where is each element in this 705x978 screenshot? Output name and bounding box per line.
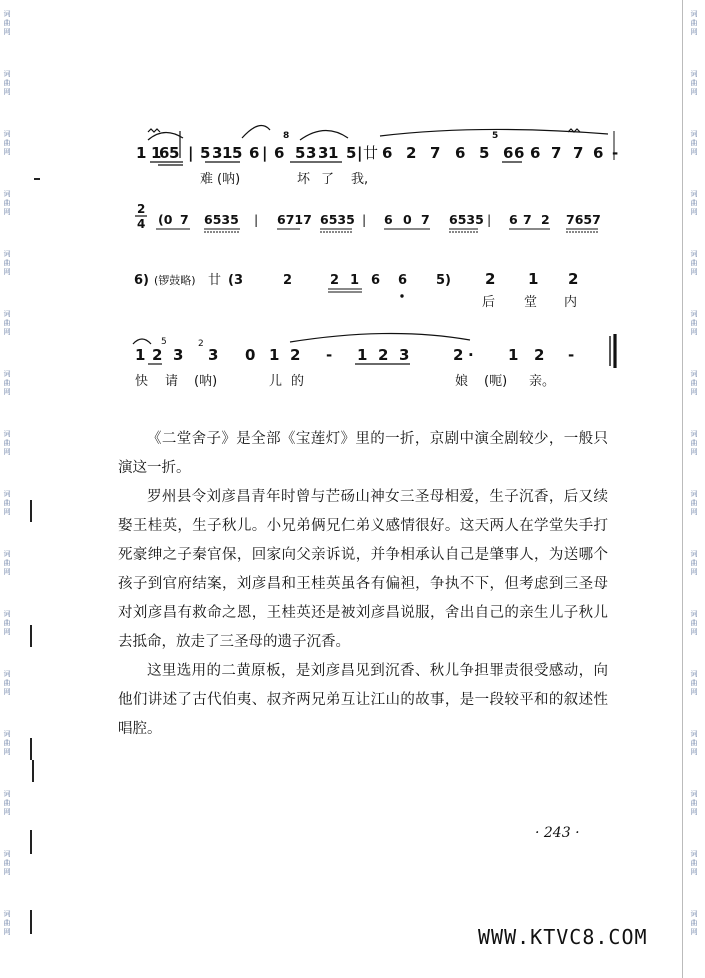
watermark-glyph: 词 — [3, 790, 11, 798]
note: 6535 — [320, 212, 355, 227]
watermark-glyph: 词 — [690, 850, 698, 858]
watermark-glyph: 曲 — [690, 79, 698, 87]
scan-mark — [32, 760, 34, 782]
note: 2 — [534, 346, 545, 364]
watermark-glyph: 网 — [3, 148, 11, 156]
watermark-glyph: 词 — [3, 910, 11, 918]
watermark-glyph: 网 — [690, 328, 698, 336]
note: 3 — [208, 346, 219, 364]
watermark-glyph: 曲 — [3, 739, 11, 747]
note: 6 — [384, 212, 393, 227]
watermark-glyph: 网 — [3, 868, 11, 876]
watermark-glyph-group — [4, 910, 11, 937]
note: 1 — [350, 273, 360, 288]
note: 2 — [378, 346, 389, 364]
watermark-glyph-group — [4, 550, 11, 577]
watermark-glyph: 曲 — [3, 379, 11, 387]
barline: | — [487, 212, 492, 227]
scan-mark — [30, 500, 32, 522]
note: 3 — [306, 144, 317, 162]
note: 2 — [541, 212, 550, 227]
note: 1 — [328, 144, 339, 162]
lyric: 我, — [351, 172, 369, 187]
note: 1 — [222, 144, 233, 162]
watermark-glyph-group — [691, 610, 698, 637]
lyric: 儿 — [269, 374, 283, 389]
note: 3 — [318, 144, 329, 162]
watermark-glyph: 词 — [3, 850, 11, 858]
score-row-1-lyrics — [200, 171, 368, 187]
watermark-glyph-group — [4, 430, 11, 457]
slur — [133, 339, 151, 344]
note: 1 — [269, 346, 280, 364]
watermark-glyph: 网 — [690, 928, 698, 936]
free-meter-mark: 廿 — [208, 273, 222, 288]
lyric: 快 — [135, 374, 149, 389]
watermark-glyph: 词 — [3, 10, 11, 18]
watermark-glyph: 网 — [690, 88, 698, 96]
note: 2 — [290, 346, 301, 364]
watermark-glyph: 曲 — [690, 19, 698, 27]
watermark-glyph: 词 — [690, 550, 698, 558]
grace-mark: 8 — [283, 131, 290, 141]
watermark-glyph-group — [4, 610, 11, 637]
watermark-glyph: 曲 — [3, 619, 11, 627]
slur — [148, 132, 183, 140]
score-row-3 — [134, 270, 578, 310]
watermark-glyph: 词 — [690, 910, 698, 918]
dash: - — [612, 144, 619, 162]
watermark-glyph-group — [4, 490, 11, 517]
note: 6 — [398, 273, 408, 288]
barline: | — [254, 212, 259, 227]
note: 5 — [232, 144, 243, 162]
watermark-glyph: 曲 — [3, 79, 11, 87]
watermark-glyph: 曲 — [690, 199, 698, 207]
watermark-glyph: 曲 — [690, 739, 698, 747]
watermark-glyph: 曲 — [3, 199, 11, 207]
watermark-glyph: 词 — [690, 250, 698, 258]
watermark-glyph: 词 — [690, 490, 698, 498]
note: 6 — [509, 212, 518, 227]
note: 1 — [151, 144, 162, 162]
watermark-glyph: 词 — [3, 130, 11, 138]
watermark-glyph: 曲 — [690, 259, 698, 267]
time-sig-bottom: 4 — [137, 217, 146, 231]
watermark-glyph: 词 — [3, 490, 11, 498]
watermark-glyph: 网 — [690, 388, 698, 396]
watermark-glyph-group — [4, 670, 11, 697]
watermark-glyph-group — [691, 670, 698, 697]
watermark-glyph: 曲 — [3, 859, 11, 867]
watermark-glyph: 网 — [690, 628, 698, 636]
note: 6717 — [277, 212, 312, 227]
watermark-glyph: 网 — [690, 568, 698, 576]
barline: | — [188, 144, 194, 162]
lyric: 堂 — [524, 295, 538, 310]
watermark-glyph: 网 — [3, 208, 11, 216]
score-svg — [0, 0, 705, 400]
note: 6 — [274, 144, 285, 162]
watermark-glyph: 曲 — [690, 439, 698, 447]
lyric: 难 — [200, 172, 214, 187]
watermark-glyph-group — [691, 550, 698, 577]
note: 0 — [245, 346, 256, 364]
watermark-glyph: 曲 — [3, 799, 11, 807]
jianpu-score — [0, 0, 705, 400]
note: 6 — [455, 144, 466, 162]
note: 7657 — [566, 212, 601, 227]
scan-mark — [30, 910, 32, 934]
note: 6 — [593, 144, 604, 162]
lyric: (呐) — [217, 172, 241, 187]
note: 7 — [523, 212, 532, 227]
note: 0 — [403, 212, 412, 227]
note: 2 — [568, 270, 579, 288]
note: (3 — [228, 273, 243, 288]
watermark-glyph: 词 — [690, 610, 698, 618]
note: 5) — [436, 273, 451, 288]
lyric: 请 — [165, 374, 179, 389]
watermark-glyph-group — [4, 790, 11, 817]
watermark-glyph-group — [691, 910, 698, 937]
note: 5 — [479, 144, 490, 162]
watermark-glyph: 词 — [3, 250, 11, 258]
watermark-glyph: 网 — [3, 448, 11, 456]
lyric: 亲。 — [529, 374, 556, 389]
note: 2 — [406, 144, 417, 162]
score-row-4 — [133, 333, 615, 389]
watermark-glyph: 词 — [3, 370, 11, 378]
note: 5 — [200, 144, 211, 162]
watermark-glyph: 网 — [690, 808, 698, 816]
watermark-glyph: 词 — [690, 130, 698, 138]
watermark-glyph: 曲 — [3, 559, 11, 567]
watermark-glyph: 曲 — [3, 499, 11, 507]
watermark-glyph: 曲 — [690, 919, 698, 927]
watermark-glyph-group — [4, 850, 11, 877]
note: 6535 — [204, 212, 239, 227]
watermark-glyph: 曲 — [3, 439, 11, 447]
dash: - — [568, 346, 575, 364]
watermark-glyph: 曲 — [3, 19, 11, 27]
watermark-glyph: 词 — [3, 70, 11, 78]
watermark-glyph: 网 — [690, 28, 698, 36]
note: 6 — [503, 144, 514, 162]
watermark-glyph: 曲 — [690, 139, 698, 147]
watermark-glyph: 网 — [690, 868, 698, 876]
watermark-glyph: 曲 — [3, 919, 11, 927]
score-row-1 — [136, 131, 618, 163]
watermark-glyph-group — [691, 790, 698, 817]
body-text — [118, 425, 608, 744]
watermark-glyph: 曲 — [690, 319, 698, 327]
watermark-glyph: 网 — [690, 688, 698, 696]
note: 1 — [528, 270, 539, 288]
note: 2 — [152, 346, 163, 364]
watermark-glyph: 网 — [690, 748, 698, 756]
note: 6 — [530, 144, 541, 162]
watermark-glyph: 网 — [3, 628, 11, 636]
note: 1 — [357, 346, 368, 364]
watermark-glyph: 网 — [690, 148, 698, 156]
score-row-3-beams — [328, 289, 403, 297]
watermark-glyph: 网 — [3, 688, 11, 696]
note: 6535 — [449, 212, 484, 227]
note: 1 — [136, 144, 147, 162]
barline: | — [357, 144, 363, 162]
watermark-glyph-group — [691, 730, 698, 757]
watermark-glyph-group — [4, 730, 11, 757]
watermark-glyph: 网 — [3, 808, 11, 816]
watermark-glyph: 网 — [3, 568, 11, 576]
note: 2 — [283, 273, 293, 288]
watermark-glyph: 网 — [3, 268, 11, 276]
paragraph-story: 罗州县令刘彦昌青年时曾与芒砀山神女三圣母相爱，生子沉香，后又续娶王桂英，生子秋儿。小兄弟俩兄仁弟义感情很好。这天两人在学堂失手打死豪绅之子秦官保，回家向父亲诉说，并争相承认自己是肇事人，为送哪个孩子到官府结案，刘彦昌和王桂英虽各有偏袒，争执不下，但考虑到三圣母对刘彦昌有救命之恩，王桂英还是被刘彦昌说服，舍出自己的亲生儿子秋儿去抵命，放走了三圣母的遗子沉香。 — [118, 489, 608, 650]
watermark-glyph: 词 — [3, 730, 11, 738]
dash: - — [326, 346, 333, 364]
note: 7 — [430, 144, 441, 162]
score-row-2 — [135, 202, 601, 232]
lyric: 的 — [291, 374, 305, 389]
note: 7 — [573, 144, 584, 162]
watermark-glyph: 词 — [3, 430, 11, 438]
note: 3 — [173, 346, 184, 364]
dot: · — [468, 346, 474, 364]
watermark-glyph: 网 — [690, 448, 698, 456]
note: 3 — [212, 144, 223, 162]
lyric: 娘 — [455, 374, 469, 389]
note: 6 — [159, 144, 170, 162]
watermark-glyph: 词 — [690, 10, 698, 18]
grace-mark: 2 — [198, 339, 204, 349]
watermark-glyph: 曲 — [690, 619, 698, 627]
watermark-glyph: 词 — [690, 730, 698, 738]
watermark-glyph-group — [691, 490, 698, 517]
note: 6 — [371, 273, 381, 288]
trill-mark — [148, 129, 160, 132]
score-row-2-beams — [156, 229, 598, 232]
page-number: · 243 · — [535, 825, 580, 841]
watermark-glyph: 曲 — [3, 259, 11, 267]
free-meter-mark: 廿 — [363, 144, 379, 162]
note: 6 — [382, 144, 393, 162]
paragraph-aria: 这里选用的二黄原板，是刘彦昌见到沉香、秋儿争担罪责很受感动，向他们讲述了古代伯夷、叔齐两兄弟互让江山的故事，是一段较平和的叙述性唱腔。 — [118, 663, 608, 737]
note: 6) — [134, 273, 149, 288]
note: 1 — [508, 346, 519, 364]
watermark-glyph: 曲 — [690, 559, 698, 567]
watermark-glyph: 网 — [3, 388, 11, 396]
scan-mark — [30, 738, 32, 760]
watermark-glyph: 网 — [3, 508, 11, 516]
slur — [242, 126, 270, 139]
watermark-glyph: 曲 — [3, 679, 11, 687]
note: 7 — [180, 212, 189, 227]
watermark-glyph: 网 — [690, 508, 698, 516]
watermark-glyph: 网 — [3, 928, 11, 936]
watermark-glyph: 词 — [3, 550, 11, 558]
watermark-glyph: 网 — [3, 88, 11, 96]
watermark-glyph: 网 — [690, 208, 698, 216]
watermark-glyph: 词 — [690, 670, 698, 678]
note: 1 — [135, 346, 146, 364]
lyric: 坏 — [297, 172, 311, 187]
lyric: 内 — [564, 295, 578, 310]
watermark-glyph: 网 — [3, 748, 11, 756]
percussion-note: (锣鼓略) — [154, 274, 196, 287]
watermark-glyph: 曲 — [690, 859, 698, 867]
note: 6 — [249, 144, 260, 162]
watermark-glyph: 曲 — [690, 499, 698, 507]
watermark-glyph: 词 — [690, 430, 698, 438]
note: 2 — [330, 273, 340, 288]
note: 5 — [346, 144, 357, 162]
scan-mark — [30, 625, 32, 647]
watermark-glyph: 词 — [690, 70, 698, 78]
note: 3 — [399, 346, 410, 364]
slur — [290, 333, 470, 342]
note: 6 — [514, 144, 525, 162]
watermark-glyph: 网 — [3, 328, 11, 336]
watermark-glyph: 曲 — [3, 319, 11, 327]
note: 5 — [295, 144, 306, 162]
note: 7 — [551, 144, 562, 162]
note: (0 — [158, 212, 173, 227]
scan-mark — [30, 830, 32, 854]
watermark-glyph-group — [691, 430, 698, 457]
watermark-glyph: 曲 — [3, 139, 11, 147]
note: 7 — [421, 212, 430, 227]
barline: | — [262, 144, 268, 162]
watermark-glyph: 曲 — [690, 799, 698, 807]
note: 2 — [485, 270, 496, 288]
watermark-glyph: 词 — [690, 310, 698, 318]
watermark-glyph: 网 — [3, 28, 11, 36]
watermark-glyph: 网 — [690, 268, 698, 276]
watermark-glyph: 词 — [690, 190, 698, 198]
note: 5 — [169, 144, 180, 162]
grace-mark: 5 — [161, 337, 167, 347]
lyric: (呃) — [484, 374, 508, 389]
time-sig-top: 2 — [137, 202, 146, 216]
site-watermark-url: WWW.KTVC8.COM — [478, 925, 648, 949]
paragraph-intro: 《二堂舍子》是全部《宝莲灯》里的一折，京剧中演全剧较少，一般只演这一折。 — [118, 431, 608, 476]
watermark-glyph: 词 — [3, 190, 11, 198]
lyric: 了 — [321, 172, 335, 187]
watermark-glyph: 词 — [3, 310, 11, 318]
lyric: 后 — [482, 295, 496, 310]
slur — [300, 130, 348, 140]
watermark-glyph: 曲 — [690, 679, 698, 687]
grace-mark: 5 — [492, 131, 499, 141]
watermark-glyph: 词 — [690, 790, 698, 798]
watermark-glyph: 词 — [690, 370, 698, 378]
watermark-glyph: 曲 — [690, 379, 698, 387]
watermark-glyph: 词 — [3, 610, 11, 618]
watermark-glyph-group — [691, 850, 698, 877]
note: 2 — [453, 346, 464, 364]
lyric: (呐) — [194, 374, 218, 389]
barline: | — [362, 212, 367, 227]
watermark-glyph: 词 — [3, 670, 11, 678]
